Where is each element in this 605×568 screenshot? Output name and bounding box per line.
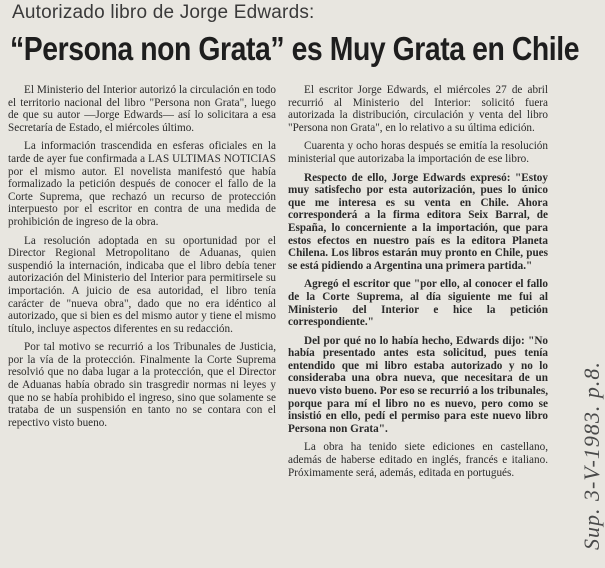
right-column xyxy=(288,84,548,485)
left-column xyxy=(8,84,276,435)
right-paragraph-4: Agregó el escritor que "por ello, al conocer el fallo de la Corte Suprema, al día siguiente me fui al Ministerio del Interior e hice la petición correspondiente." xyxy=(288,278,548,329)
right-paragraph-6: La obra ha tenido siete ediciones en castellano, además de haberse editado en inglés, francés e italiano. Próximamente será, además, editada en portugués. xyxy=(288,441,548,479)
right-paragraph-5: Del por qué no lo había hecho, Edwards dijo: "No había presentado antes esta solicitud, pues tenía entendido que mi libro estaba autorizado y no lo consideraba una obra nueva, que necesitara de un nuevo visto bueno. Por eso se recurrió a los tribunales, porque para mí el libro no es nuevo, pero como se insistió en ello, pedí el permiso para este nuevo libro Persona non Grata". xyxy=(288,334,548,435)
handwritten-note: Sup. 3-V-1983. p.8. xyxy=(579,361,604,550)
right-paragraph-3: Respecto de ello, Jorge Edwards expresó: "Estoy muy satisfecho por esta autorización, pues lo único que me interesa es su venta en Chile. Ahora corresponderá a la firma editora Seix Barral, de España, lo concerniente a la importación, que para estos efectos en nuestro país es la editora Planeta Chilena. Los libros estarán muy pronto en Chile, pues se está pidiendo a Argentina una primera partida." xyxy=(288,171,548,272)
left-paragraph-1: El Ministerio del Interior autorizó la circulación en todo el territorio nacional del libro "Persona non Grata", luego de que su autor —Jorge Edwards— así lo solicitara a esa Secretaría de Estado, el miércoles último. xyxy=(8,84,276,134)
left-paragraph-4: Por tal motivo se recurrió a los Tribunales de Justicia, por la vía de la protección. Finalmente la Corte Suprema resolvió que no daba lugar a la protección, que el Director de Aduanas había obrado sin trasgredir normas ni leyes y que no se había prohibido el ingreso, sino que solamente se trataba de un suspensión en tanto no se contara con el repectivo visto bueno. xyxy=(8,341,276,429)
right-paragraph-2: Cuarenta y ocho horas después se emitía la resolución ministerial que autorizaba la importación de ese libro. xyxy=(288,140,548,165)
left-paragraph-2: La información trascendida en esferas oficiales en la tarde de ayer fue confirmada a LAS ULTIMAS NOTICIAS por el mismo autor. El novelista manifestó que había formalizado la petición después de conocer el fallo de la Corte Suprema, que rechazó un recurso de protección interpuesto por el escritor en contra de una medida de prohibición de ingreso de la obra. xyxy=(8,140,276,228)
article-kicker: Autorizado libro de Jorge Edwards: xyxy=(12,2,315,23)
margin-annotation xyxy=(555,80,604,550)
left-paragraph-3: La resolución adoptada en su oportunidad por el Director Regional Metropolitano de Aduanas, quien suspendió la internación, indicaba que el libro debía tener autorización del Ministerio del Interior para permitirsele su importación. A juicio de esa autoridad, el libro tenía carácter de "nueva obra", dado que no era idéntico al autorizado, que si bien es del mismo autor y tiene el mismo título, incluye aspectos diferentes en su redacción. xyxy=(8,234,276,335)
right-paragraph-1: El escritor Jorge Edwards, el miércoles 27 de abril recurrió al Ministerio del Interior: solicitó fuera autorizada la distribución, circulación y venta del libro "Persona non Grata", en lo relativo a su última edición. xyxy=(288,84,548,134)
article-headline: “Persona non Grata” es Muy Grata en Chile xyxy=(10,30,580,67)
